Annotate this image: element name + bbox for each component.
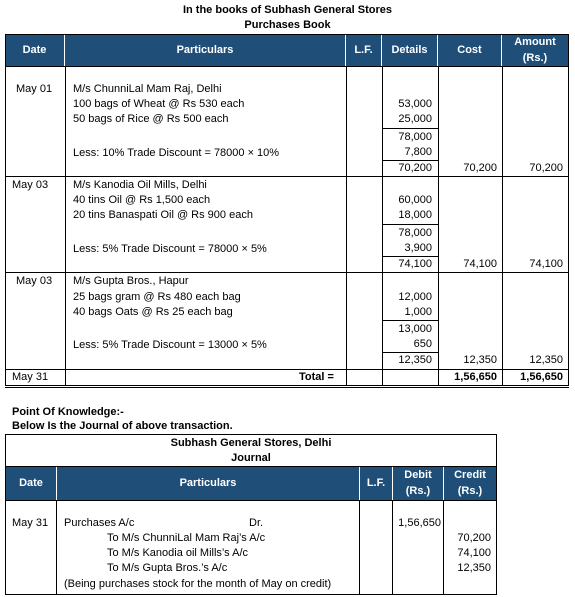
- col-particulars-header: Particulars: [65, 34, 345, 66]
- entry-1-date: May 01: [16, 83, 53, 95]
- entry-2-line-3: 20 tins Banaspati Oil @ Rs 900 each: [73, 209, 253, 221]
- journal-title: Subhash General Stores, Delhi: [170, 437, 332, 449]
- entry-3-detail-2: 1,000: [404, 306, 432, 318]
- entry-2-detail-subtotal: 78,000: [398, 227, 432, 239]
- purchases-book-header-row: [5, 34, 568, 66]
- journal-debit-account: Purchases A/c: [64, 517, 135, 529]
- total-amount: 1,56,650: [520, 371, 563, 383]
- col-amount-header-line2: (Rs.): [522, 52, 548, 64]
- entry-2-detail-discount: 3,900: [404, 242, 432, 254]
- entry-1-cost: 70,200: [463, 162, 497, 174]
- entry-3-detail-1: 12,000: [398, 291, 432, 303]
- entry-1-line-3: 50 bags of Rice @ Rs 500 each: [73, 113, 229, 125]
- journal-credit-amount-1: 70,200: [457, 532, 491, 544]
- entry-3-detail-net: 12,350: [398, 354, 432, 366]
- entry-1-detail-2: 25,000: [398, 113, 432, 125]
- entry-1-line-2: 100 bags of Wheat @ Rs 530 each: [73, 98, 245, 110]
- entry-1-detail-discount: 7,800: [404, 146, 432, 158]
- purchases-book-title: In the books of Subhash General Stores: [182, 4, 393, 16]
- journal-entry-date: May 31: [12, 517, 49, 529]
- entry-2-cost: 74,100: [463, 258, 497, 270]
- journal-col-lf-header: L.F.: [360, 466, 392, 500]
- journal-col-particulars-header: Particulars: [57, 466, 359, 500]
- journal-debit-amount: 1,56,650: [398, 517, 441, 529]
- journal-col-debit-header: [393, 466, 443, 500]
- entry-3-line-3: 40 bags Oats @ Rs 25 each bag: [73, 306, 233, 318]
- entry-3-cost: 12,350: [463, 354, 497, 366]
- total-label: Total =: [299, 371, 334, 383]
- entry-2-date: May 03: [12, 179, 49, 191]
- entry-2-detail-net: 74,100: [398, 258, 432, 270]
- journal-col-debit-line1: Debit: [404, 469, 432, 481]
- journal-col-credit-line1: Credit: [454, 469, 486, 481]
- col-amount-header-line1: Amount: [514, 36, 556, 48]
- knowledge-subheading: Below Is the Journal of above transaction.: [12, 420, 233, 432]
- journal-col-credit-line2: (Rs.): [457, 485, 483, 497]
- journal-subtitle: Journal: [231, 452, 271, 464]
- entry-3-detail-discount: 650: [413, 338, 432, 350]
- journal-col-debit-line2: (Rs.): [405, 485, 431, 497]
- entry-3-detail-subtotal: 13,000: [398, 323, 432, 335]
- col-amount-header: [502, 34, 568, 66]
- total-date: May 31: [12, 371, 49, 383]
- col-details-header: Details: [382, 34, 437, 66]
- journal-credit-amount-3: 12,350: [457, 562, 491, 574]
- entry-3-party: M/s Gupta Bros., Hapur: [73, 275, 189, 287]
- entry-1-amount: 70,200: [529, 162, 563, 174]
- journal-narration: (Being purchases stock for the month of May on credit): [64, 578, 332, 590]
- entry-1-detail-subtotal: 78,000: [398, 131, 432, 143]
- col-date-header: Date: [5, 34, 64, 66]
- total-cost: 1,56,650: [454, 371, 497, 383]
- entry-1-detail-1: 53,000: [398, 98, 432, 110]
- entry-2-amount: 74,100: [529, 258, 563, 270]
- entry-1-party: M/s ChunniLal Mam Raj, Delhi: [73, 83, 222, 95]
- journal-col-credit-header: [444, 466, 496, 500]
- col-lf-header: L.F.: [346, 34, 381, 66]
- entry-1-detail-net: 70,200: [398, 162, 432, 174]
- entry-2-party: M/s Kanodia Oil Mills, Delhi: [73, 179, 207, 191]
- entry-2-discount: Less: 5% Trade Discount = 78000 × 5%: [73, 243, 267, 255]
- journal-credit-account-3: To M/s Gupta Bros.’s A/c: [107, 562, 228, 574]
- entry-3-amount: 12,350: [529, 354, 563, 366]
- entry-3-discount: Less: 5% Trade Discount = 13000 × 5%: [73, 339, 267, 351]
- col-cost-header: Cost: [438, 34, 501, 66]
- entry-2-detail-2: 18,000: [398, 209, 432, 221]
- knowledge-heading: Point Of Knowledge:-: [12, 406, 124, 418]
- journal-col-date-header: Date: [6, 466, 56, 500]
- purchases-book-subtitle: Purchases Book: [244, 19, 331, 31]
- journal-dr-label: Dr.: [249, 517, 264, 529]
- journal-header-row: [6, 466, 496, 500]
- journal-credit-account-1: To M/s ChunniLal Mam Raj’s A/c: [107, 532, 266, 544]
- entry-3-line-2: 25 bags gram @ Rs 480 each bag: [73, 291, 241, 303]
- entry-1-discount: Less: 10% Trade Discount = 78000 × 10%: [73, 147, 280, 159]
- journal-credit-account-2: To M/s Kanodia oil Mills’s A/c: [107, 547, 249, 559]
- entry-2-line-2: 40 tins Oil @ Rs 1,500 each: [73, 194, 211, 206]
- entry-2-detail-1: 60,000: [398, 194, 432, 206]
- journal-credit-amount-2: 74,100: [457, 547, 491, 559]
- entry-3-date: May 03: [16, 275, 53, 287]
